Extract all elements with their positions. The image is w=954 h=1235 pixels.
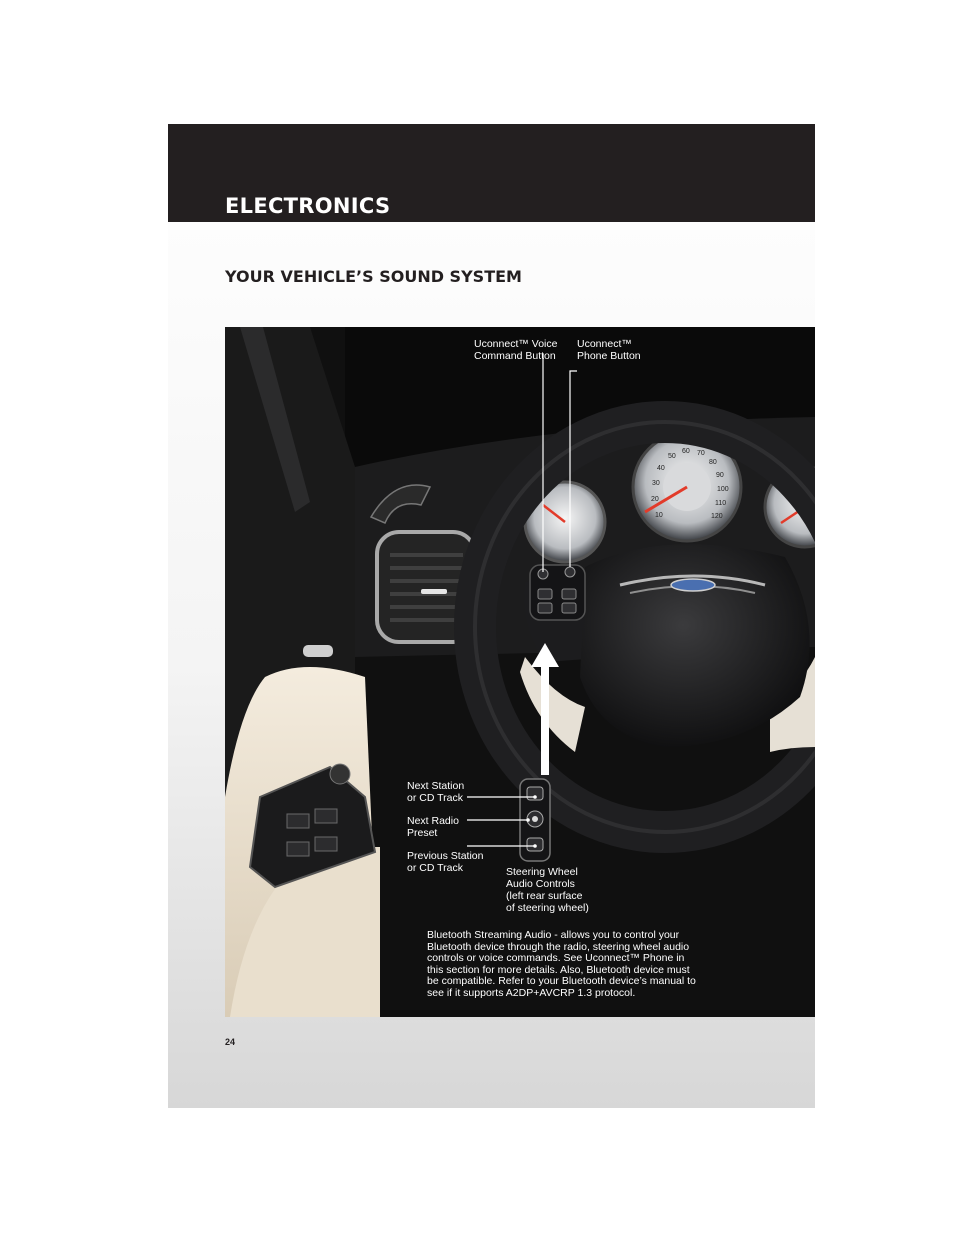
gauge-label: 10 [655, 512, 663, 519]
callout-next-preset: Next Radio Preset [407, 815, 459, 839]
section-header-band [168, 124, 815, 222]
gauge-label: 50 [668, 453, 676, 460]
gauge-label: 60 [682, 448, 690, 455]
gauge-label: 110 [715, 500, 727, 507]
manual-page [168, 124, 815, 1108]
callout-voice-command-button: Uconnect™ Voice Command Button [474, 338, 558, 362]
gauge-label: 40 [657, 465, 665, 472]
callout-previous-station: Previous Station or CD Track [407, 850, 484, 874]
gauge-label: 90 [716, 472, 724, 479]
gauge-label: 70 [697, 450, 705, 457]
callout-next-station: Next Station or CD Track [407, 780, 465, 804]
gauge-label: 20 [651, 496, 659, 503]
gauge-label: 30 [652, 480, 660, 487]
gauge-label: 120 [711, 513, 723, 520]
callout-steering-wheel-audio-controls: Steering Wheel Audio Controls (left rear surface of steering wheel) [506, 866, 589, 914]
gauge-label: 80 [709, 459, 717, 466]
page-number: 24 [225, 1037, 236, 1047]
callout-phone-button: Uconnect™ Phone Button [577, 338, 641, 362]
bluetooth-streaming-note: Bluetooth Streaming Audio - allows you to control your Bluetooth device through the radio, steering wheel audio controls or voice commands. See Uconnect™ Phone in this section for more details. Also, Bluetooth device must be compatible. Refer to your Bluetooth device’s manual to see if it supports A2DP+AVCRP 1.3 protocol. [427, 929, 696, 999]
dashboard-photo [225, 327, 815, 1017]
page-heading: YOUR VEHICLE’S SOUND SYSTEM [225, 267, 522, 286]
section-title: ELECTRONICS [225, 194, 391, 218]
gauge-label: 100 [717, 486, 729, 493]
